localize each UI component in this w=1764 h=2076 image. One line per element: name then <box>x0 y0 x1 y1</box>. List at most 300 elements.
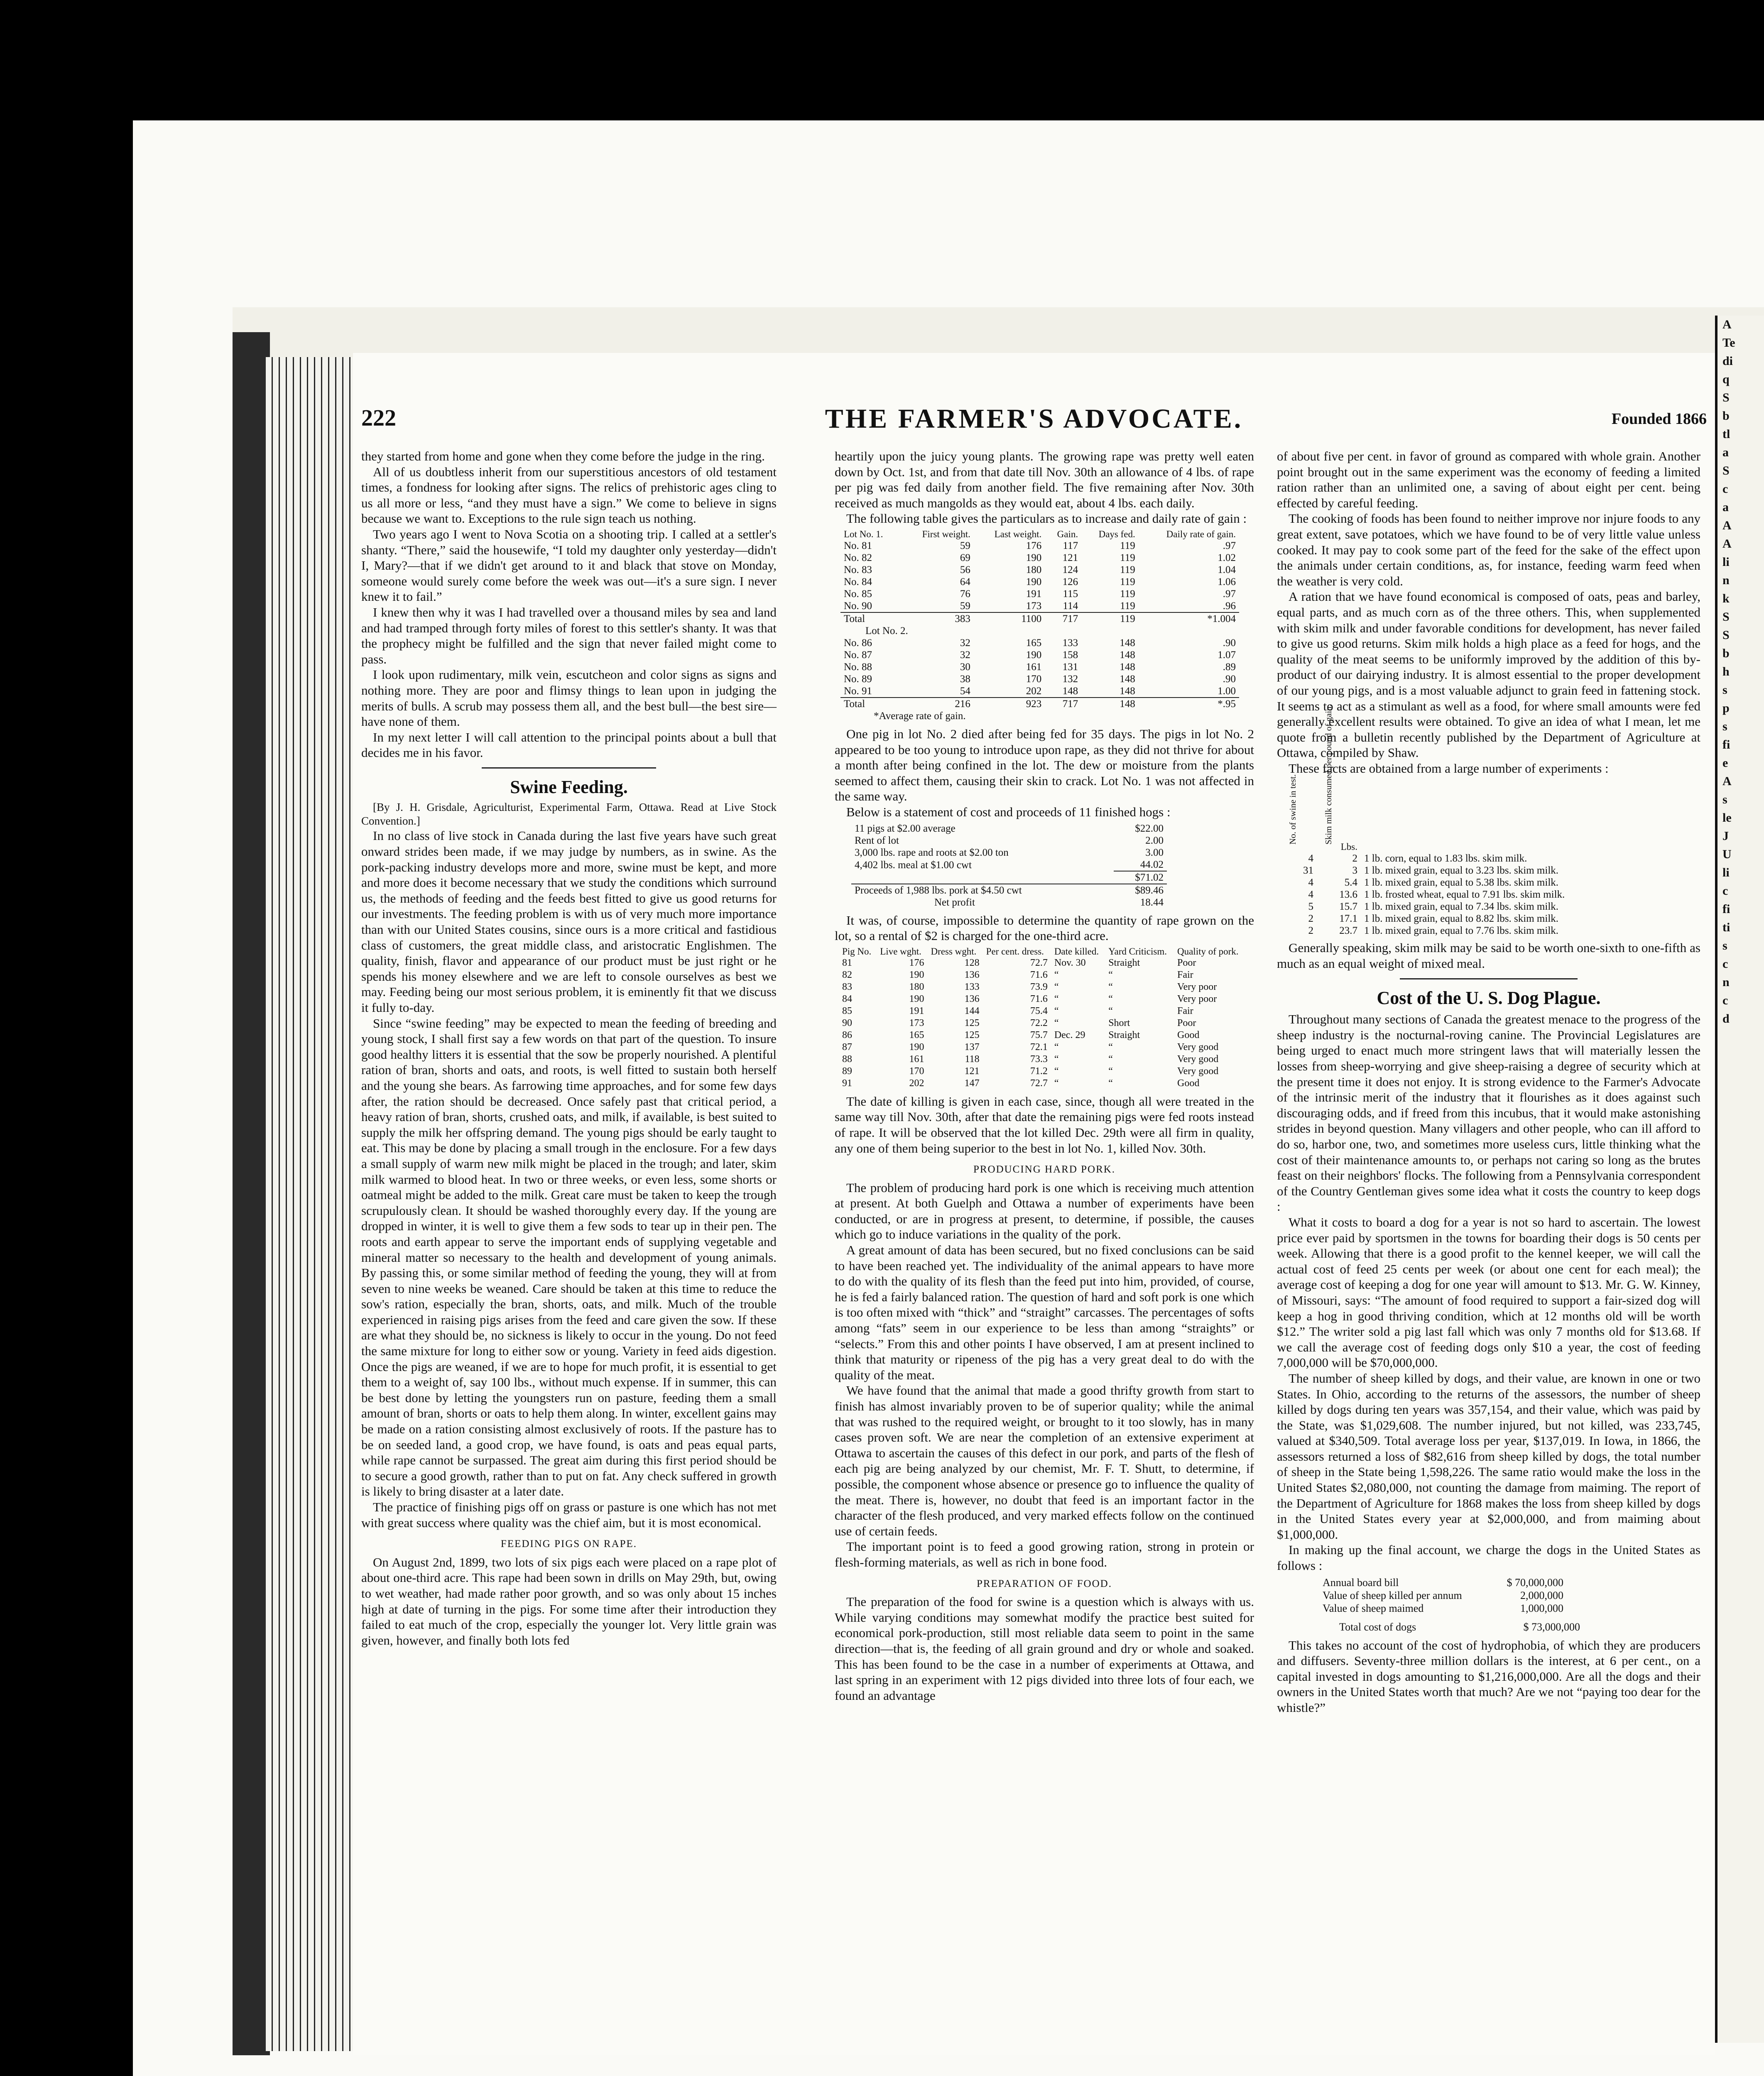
table-cell: 2 <box>1308 913 1313 925</box>
fragment-text: S <box>1722 464 1730 477</box>
table-cell: 71.6 <box>1030 993 1048 1004</box>
fragment-text: S <box>1722 610 1730 624</box>
cost-item <box>1323 1602 1563 1615</box>
table-row <box>840 637 1239 649</box>
table-header: Lbs. <box>1340 842 1357 852</box>
article-title-dog-plague: Cost of the U. S. Dog Plague. <box>1377 987 1601 1008</box>
table-cell: 148 <box>1120 685 1135 697</box>
table-cell: No. 84 <box>844 576 872 588</box>
table-cell: 5 <box>1308 901 1313 913</box>
paragraph: The number of sheep killed by dogs, and their value, are known in one or two States. In Ohio, according to the returns of the assessors, the number of sheep killed by dogs during ten years was 357,154, and their value, which was paid by the State, was $1,029,608. The number injured, but not killed, was 233,745, valued at $340,509. Total average loss per year, $137,019. In Iowa, in 1866, the assessors returned a loss of $82,616 from sheep killed by dogs, the total number of sheep in the State being 1,598,226. The same ratio would make the loss in the United States $2,080,000, not counting the damage from maiming. The report of the Department of Agriculture for 1868 makes the loss from sheep killed by dogs in the United States every year at $2,000,000, and from maiming about $1,000,000. <box>1277 1371 1700 1542</box>
table-row <box>1281 852 1680 864</box>
paragraph: of about five per cent. in favor of ground as compared with whole grain. Another point brought out in the same experiment was the economy of feeding a limited ration rather than an unlimited one, a saving of about eight per cent. being effected by careful feeding. <box>1277 449 1700 510</box>
fragment-text: a <box>1722 500 1729 514</box>
table-cell: 1.04 <box>1218 564 1236 575</box>
table-cell: “ <box>1108 1065 1113 1077</box>
table-cell: 31 <box>1303 865 1313 876</box>
table-cell: 121 <box>964 1065 980 1077</box>
table-cell: Straight <box>1108 957 1140 968</box>
table-cell: “ <box>1054 1041 1059 1053</box>
table-cell: 717 <box>1062 613 1078 624</box>
table-cell: 71.6 <box>1030 969 1048 980</box>
table-cell: 54 <box>960 685 970 697</box>
paragraph: In my next letter I will call attention to the principal points about a bull that decides me in his favor. <box>361 730 777 760</box>
table-header: Daily rate of gain. <box>1166 529 1236 539</box>
table-cell: 3.00 <box>1145 847 1164 858</box>
table-cell: 1 lb. frosted wheat, equal to 7.91 lbs. skim milk. <box>1364 889 1565 901</box>
table-cell: No. 88 <box>844 661 872 673</box>
table-cell: 133 <box>1062 637 1078 649</box>
fragment-text: c <box>1722 884 1728 898</box>
table-cell: Poor <box>1177 957 1196 968</box>
fragment-text: b <box>1722 409 1730 423</box>
table-cell: 88 <box>842 1053 852 1065</box>
table-cell: 132 <box>1062 673 1078 685</box>
table-row <box>840 588 1239 600</box>
slaughter-quality-table <box>839 946 1246 1089</box>
fragment-text: A <box>1722 519 1732 532</box>
table-cell: “ <box>1108 1053 1113 1065</box>
table-cell: 23.7 <box>1339 925 1357 937</box>
table-cell: 15.7 <box>1339 901 1357 913</box>
table-cell: No. 82 <box>844 552 872 563</box>
table-cell: 87 <box>842 1041 852 1053</box>
paragraph: What it costs to board a dog for a year is not so hard to ascertain. The lowest price ever paid by sportsmen in the towns for boarding their dogs is 50 cents per week. Allowing that there is a good profit to the kennel keeper, we will call the actual cost of feed 25 cents per week (or about one cent for each meal); the average cost of keeping a dog for one year will amount to $13. Mr. G. W. Kinney, of Missouri, says: “The amount of food required to support a fair-sized dog will keep a hog in good thriving condition, which at 12 months old will be worth $12.” The writer sold a pig last fall which was only 7 months old for $13.68. If we call the average cost of feeding dogs only $10 a year, the cost of feeding 7,000,000 will be $70,000,000. <box>1277 1214 1700 1370</box>
table-cell: .90 <box>1223 637 1236 649</box>
table-cell: 119 <box>1120 588 1135 600</box>
article-title-swine-feeding: Swine Feeding. <box>510 776 628 797</box>
page-header <box>361 405 1707 438</box>
dog-cost-list <box>1323 1576 1700 1633</box>
table-cell: 59 <box>960 540 970 551</box>
table-cell: 84 <box>842 993 852 1004</box>
table-cell: 3,000 lbs. rape and roots at $2.00 ton <box>855 847 1009 858</box>
table-header: No. of swine in test. <box>1288 774 1298 845</box>
paragraph: I knew then why it was I had travelled over a thousand miles by sea and land and had tramped through forty miles of forest to this settler's shanty. It was that the prophecy might be fulfilled and the sign that never failed might come to pass. <box>361 605 777 666</box>
table-cell: 173 <box>1026 600 1042 612</box>
table-cell: .90 <box>1223 673 1236 685</box>
table-cell: 717 <box>1062 698 1078 710</box>
page-number: 222 <box>361 405 396 431</box>
table-row <box>839 1053 1246 1065</box>
cost-total <box>1323 1621 1580 1633</box>
table-cell: .97 <box>1223 588 1236 600</box>
fragment-text: tl <box>1722 427 1730 441</box>
table-cell: “ <box>1054 1005 1059 1016</box>
section-rule <box>482 767 656 769</box>
table-cell: 119 <box>1120 564 1135 575</box>
table-cell: No. 86 <box>844 637 872 649</box>
table-cell: 1 lb. mixed grain, equal to 8.82 lbs. skim milk. <box>1364 913 1559 925</box>
table-cell: 190 <box>909 993 924 1004</box>
table-cell: 64 <box>960 576 970 588</box>
table-cell: 76 <box>960 588 970 600</box>
table-cell: “ <box>1108 981 1113 992</box>
fragment-text: ti <box>1722 920 1730 934</box>
table-cell: “ <box>1108 993 1113 1004</box>
cost-label: Value of sheep maimed <box>1323 1602 1424 1614</box>
table-header: Pig No. <box>842 946 872 957</box>
table-cell: “ <box>1054 981 1059 992</box>
masthead-title: THE FARMER'S ADVOCATE. <box>825 404 1243 434</box>
paragraph: Throughout many sections of Canada the greatest menace to the progress of the sheep industry is the nocturnal-roving canine. The Provincial Legislatures are being urged to enact much more stringent laws that will materially lessen the losses from sheep-worrying and give sheep-raising a degree of security which at the present time it does not enjoy. It is strong evidence to the Farmer's Advocate of the intrinsic merit of the industry that it flourishes as it does against such discouraging odds, and if freed from this incubus, that it would make astonishing strides in beyond question. Many villagers and other people, who can ill afford to do so, harbor one, two, and sometimes more useless curs, little thinking what the cost of their maintenance amounts to, or perhaps not caring so long as the brutes feast on their neighbors' flocks. The following from a Pennsylvania correspondent of the Country Gentleman gives some idea what it costs the country to keep dogs : <box>1277 1012 1700 1214</box>
table-row <box>840 576 1239 588</box>
table-cell: “ <box>1054 1053 1059 1065</box>
paragraph: The date of killing is given in each case, since, though all were treated in the same way till Nov. 30th, after that date the remaining pigs were fed roots instead of rape. It will be observed that the lot killed Dec. 29th were all firm in quality, any one of them being superior to the best in lot No. 1, killed Nov. 30th. <box>835 1094 1254 1156</box>
table-cell: 4 <box>1308 877 1313 889</box>
table-row <box>1281 913 1680 925</box>
table-cell: $22.00 <box>1135 823 1164 834</box>
table-cell: “ <box>1054 1065 1059 1077</box>
table-cell: 170 <box>909 1065 924 1077</box>
paragraph: A ration that we have found economical is composed of oats, peas and barley, equal parts, and as much corn as of the three others. This, when supplemented with skim milk and under favorable conditions for development, has never failed to give us good returns. Skim milk holds a high place as a feed for hogs, and the quality of the meat seems to be uniformly improved by the addition of this by-product of our dairying industry. It is almost essential to the proper development of our young pigs, and is a most valuable adjunct to grain feed in fattening stock. It seems to act as a stimulant as well as a food, for where small amounts were fed generally excellent results were obtained. To give an idea of what I mean, let me quote from a bulletin recently published by the Department of Agriculture at Ottawa, compiled by Shaw. <box>1277 589 1700 760</box>
newspaper-page <box>353 353 1715 2055</box>
fragment-text: li <box>1722 555 1730 569</box>
cost-item <box>1323 1589 1563 1602</box>
paragraph: A great amount of data has been secured, but no fixed conclusions can be said to have been reached yet. The individuality of the animal appears to have more to do with the quality of its flesh than the feed put into him, provided, of course, he is fed a fairly balanced ration. The question of hard and soft pork is one which is too often mixed with “thick” and “straight” carcasses. The percentages of softs among “fats” seem in our experience to be less than among “straights” or “selects.” From this and other points I have observed, I am at present inclined to think that maturity or ripeness of the pig has a very great deal to do with the quality of the meat. <box>835 1243 1254 1382</box>
table-header: Live wght. <box>880 946 921 957</box>
table-cell: 133 <box>964 981 980 992</box>
fragment-text: p <box>1722 701 1730 715</box>
table-cell: 131 <box>1062 661 1078 673</box>
fragment-text: J <box>1722 829 1729 843</box>
cost-value: 1,000,000 <box>1520 1602 1563 1614</box>
table-cell: 89 <box>842 1065 852 1077</box>
table-cell: .97 <box>1223 540 1236 551</box>
fragment-text: S <box>1722 628 1730 642</box>
table-cell: 72.1 <box>1030 1041 1048 1053</box>
table-row <box>1281 925 1680 937</box>
fragment-text: n <box>1722 975 1730 989</box>
table-cell: 73.3 <box>1030 1053 1048 1065</box>
table-cell: 11 pigs at $2.00 average <box>855 823 956 834</box>
table-cell: 1.06 <box>1218 576 1236 588</box>
table-cell: 176 <box>1026 540 1042 551</box>
table-row <box>840 673 1239 685</box>
book-binding <box>233 332 270 2055</box>
table-cell: 191 <box>1026 588 1042 600</box>
table-cell: 180 <box>1026 564 1042 575</box>
table-row <box>840 685 1239 698</box>
table-row <box>839 993 1246 1005</box>
table-cell: 176 <box>909 957 924 968</box>
table-header: Quality of pork. <box>1177 946 1239 957</box>
table-row <box>839 1005 1246 1017</box>
table-header: First weight. <box>922 529 970 539</box>
table-cell: 82 <box>842 969 852 980</box>
table-cell: 191 <box>909 1005 924 1016</box>
table-header: Dress wght. <box>931 946 977 957</box>
fragment-text: li <box>1722 866 1730 879</box>
fragment-text: s <box>1722 720 1727 733</box>
table-cell: *.95 <box>1218 698 1236 710</box>
table-row-total <box>840 612 1239 625</box>
table-cell: 144 <box>964 1005 980 1016</box>
table-cell: 1 lb. mixed grain, equal to 7.34 lbs. skim milk. <box>1364 901 1559 913</box>
table-row <box>851 859 1167 871</box>
table-cell: Good <box>1177 1077 1200 1089</box>
table-cell: “ <box>1054 969 1059 980</box>
page-leaves <box>266 357 353 2051</box>
table-row <box>840 552 1239 564</box>
table-cell: 202 <box>1026 685 1042 697</box>
cost-label: Annual board bill <box>1323 1576 1399 1589</box>
fragment-text: q <box>1722 372 1730 386</box>
table-row <box>851 847 1167 859</box>
subheading-feeding-pigs-on-rape: FEEDING PIGS ON RAPE. <box>500 1538 637 1550</box>
table-cell: 115 <box>1063 588 1078 600</box>
table-cell: 136 <box>964 969 980 980</box>
table-cell: 137 <box>964 1041 980 1053</box>
table-cell: 119 <box>1120 552 1135 563</box>
cost-proceeds-table <box>851 823 1167 908</box>
table-cell: 173 <box>909 1017 924 1028</box>
table-cell: No. 90 <box>844 600 872 612</box>
subheading-producing-hard-pork: PRODUCING HARD PORK. <box>973 1164 1116 1175</box>
table-cell: 147 <box>964 1077 980 1089</box>
table-cell: 148 <box>1120 698 1135 710</box>
table-cell: Straight <box>1108 1029 1140 1040</box>
paragraph: The important point is to feed a good growing ration, strong in protein or flesh-forming materials, as well as rich in bone food. <box>835 1539 1254 1569</box>
table-cell: 148 <box>1120 673 1135 685</box>
fragment-text: e <box>1722 756 1728 770</box>
table-header: Date killed. <box>1054 946 1099 957</box>
table-cell: 1.07 <box>1218 649 1236 661</box>
table-cell: 136 <box>964 993 980 1004</box>
table-cell: 75.7 <box>1030 1029 1048 1040</box>
table-cell: 32 <box>960 649 970 661</box>
table-cell: 69 <box>960 552 970 563</box>
fragment-text: k <box>1722 592 1730 605</box>
column-2 <box>835 448 1254 1703</box>
table-cell: No. 89 <box>844 673 872 685</box>
table-cell: 190 <box>1026 649 1042 661</box>
table-cell: 1 lb. mixed grain, equal to 5.38 lbs. skim milk. <box>1364 877 1559 889</box>
table-cell: .96 <box>1223 600 1236 612</box>
table-cell: Very good <box>1177 1041 1219 1053</box>
table-cell <box>851 871 1114 884</box>
table-cell: *Average rate of gain. <box>874 710 966 722</box>
cost-label: Total cost of dogs <box>1339 1621 1416 1633</box>
paragraph: It was, of course, impossible to determine the quantity of rape grown on the lot, so a rental of $2 is charged for the one-third acre. <box>835 913 1254 943</box>
fragment-text: Te <box>1722 336 1735 350</box>
table-row <box>839 981 1246 993</box>
cost-value: $ 70,000,000 <box>1507 1576 1563 1589</box>
table-cell: 148 <box>1062 685 1078 697</box>
table-header: Yard Criticism. <box>1108 946 1167 957</box>
fragment-text: c <box>1722 994 1728 1007</box>
paragraph: The preparation of the food for swine is a question which is always with us. While varying conditions may somewhat modify the practice best suited for economical pork-production, still most reliable data seem to point in the same direction—that is, the feeding of all grain ground and dry or whole and soaked. This has been found to be the case in a number of experiments at Ottawa, and last spring in an experiment with 12 pigs divided into three lots of four each, we found an advantage <box>835 1594 1254 1703</box>
paragraph: On August 2nd, 1899, two lots of six pigs each were placed on a rape plot of about one-third acre. This rape had been sown in drills on May 29th, but, owing to wet weather, had made rather poor growth, and so was only about 15 inches high at date of turning in the pigs. For some time after their introduction they failed to eat much of the crop, especially the younger lot. Very little grain was given, however, and finally both lots fed <box>361 1555 777 1648</box>
table-cell: 161 <box>1026 661 1042 673</box>
table-cell: .89 <box>1223 661 1236 673</box>
table-cell: 4,402 lbs. meal at $1.00 cwt <box>855 859 972 871</box>
table-note <box>840 710 1239 722</box>
table-row <box>1281 864 1680 876</box>
table-cell: 1.00 <box>1218 685 1236 697</box>
paragraph: Since “swine feeding” may be expected to mean the feeding of breeding and young stock, I shall first say a few words on that part of the question. To insure good healthy litters it is essential that the sow be properly nourished. A plentiful ration of bran, shorts and oats, and roots, is well fitted to sustain both herself and the young she bears. As farrowing time approaches, and for some few days after, the ration should be decreased. Once safely past that critical period, a heavy ration of bran, shorts, crushed oats, and milk, if available, is best suited to supply the milk her offspring demand. The young pigs should be early taught to eat. This may be done by placing a small trough in the enclosure. For a few days a small supply of warm new milk might be placed in the trough; and later, skim milk warmed to blood heat. In two or three weeks, or even less, some shorts or oatmeal might be added to the milk. Great care must be taken to keep the trough scrupulously clean. It should be washed thoroughly every day. If the young are dropped in winter, it is well to give them a few sods to tear up in their pen. The roots and earth appear to serve the important ends of supplying vegetable and mineral matter so necessary to the health and development of young animals. By passing this, or some similar method of feeding the young, they will at from seven to nine weeks be weaned. Care should be taken at this time to reduce the sow's ration, especially the bran, shorts, oats, and milk. Much of the trouble experienced in raising pigs arises from the feed and care given the sow. If these are what they should be, no sickness is likely to occur in the young. Do not feed the same mixture for long to either sow or young. Variety in feed aids digestion. Once the pigs are weaned, if we are to hope for much profit, it is essential to get them to a weight of, say 100 lbs., without much expense. If in summer, this can be best done by letting the youngsters run on pasture, feeding them a small amount of bran, shorts or oats to help them along. In winter, excellent gains may be made on a ration consisting almost exclusively of roots. If the pasture has to be on seeded land, a good crop, we have found, is oats and peas equal parts, while rape cannot be surpassed. The great aim during this first period should be to secure a good growth, rather than to put on fat. Any check suffered in growth is likely to bring disaster at a later date. <box>361 1016 777 1499</box>
paragraph: The problem of producing hard pork is one which is receiving much attention at present. At both Guelph and Ottawa a number of experiments have been conducted, or are in progress at present, to determine, if possible, the causes which go to induce variations in the quality of the pork. <box>835 1180 1254 1242</box>
table-header: Days fed. <box>1098 529 1135 539</box>
paragraph: These facts are obtained from a large number of experiments : <box>1289 761 1609 776</box>
fragment-text: A <box>1722 774 1732 788</box>
table-row-total <box>840 698 1239 710</box>
paragraph: We have found that the animal that made a good thrifty growth from start to finish has almost invariably proven to be of superior quality; while the animal that was rushed to the required weight, or brought to it too slowly, has in many cases proven soft. We are near the completion of an extensive experiment at Ottawa to ascertain the causes of this defect in our pork, and parts of the flesh of each pig are being analyzed by our chemist, Mr. F. T. Shutt, to determine, if possible, the component whose absence or presence go to influence the quality of the meat. There is, however, no doubt that feed is an important factor in the character of the flesh produced, and very marked effects follow on the continued use of certain feeds. <box>835 1383 1254 1538</box>
table-cell: 5.4 <box>1344 877 1357 889</box>
fragment-text: s <box>1722 793 1727 806</box>
table-cell: Rent of lot <box>855 835 899 846</box>
paragraph: I look upon rudimentary, milk vein, escutcheon and color signs as signs and nothing more. They are poor and flimsy things to lean upon in judging the merits of bulls. A scrub may possess them all, and the best bull—the best sire—have none of them. <box>361 667 777 729</box>
table-cell: 119 <box>1120 600 1135 612</box>
table-row-proceeds <box>851 884 1167 896</box>
table-cell: 180 <box>909 981 924 992</box>
table-cell: 126 <box>1062 576 1078 588</box>
table-row <box>1281 889 1680 901</box>
table-cell: 30 <box>960 661 970 673</box>
table-cell: 383 <box>955 613 970 624</box>
table-cell: Very poor <box>1177 993 1217 1004</box>
fragment-text: s <box>1722 683 1727 697</box>
table-cell: 202 <box>909 1077 924 1089</box>
table-cell: 165 <box>1026 637 1042 649</box>
table-cell: 59 <box>960 600 970 612</box>
fragment-text: s <box>1722 939 1727 952</box>
fragment-text: A <box>1722 318 1732 331</box>
table-cell: Dec. 29 <box>1054 1029 1085 1040</box>
table-row <box>840 661 1239 673</box>
table-cell: 73.9 <box>1030 981 1048 992</box>
table-cell: 114 <box>1063 600 1078 612</box>
table-header: Skim milk consumed per pound of gain. <box>1323 704 1333 845</box>
table-cell: 75.4 <box>1030 1005 1048 1016</box>
paragraph: One pig in lot No. 2 died after being fed for 35 days. The pigs in lot No. 2 appeared to be too young to introduce upon rape, as they did not thrive for about a month after being confined in the lot. The dew or moisture from the plants seemed to affect them, causing their skin to crack. Lot No. 1 was not affected in the same way. <box>835 726 1254 804</box>
fragment-text: c <box>1722 482 1728 496</box>
table-header: Per cent. dress. <box>986 946 1044 957</box>
table-cell: 117 <box>1063 540 1078 551</box>
fragment-text: S <box>1722 391 1730 404</box>
table-cell: Total <box>844 698 865 710</box>
table-cell: 13.6 <box>1339 889 1357 901</box>
table-row <box>839 1065 1246 1077</box>
table-cell: 91 <box>842 1077 852 1089</box>
table-cell: 119 <box>1120 576 1135 588</box>
table-cell: “ <box>1054 1017 1059 1028</box>
table-cell: 165 <box>909 1029 924 1040</box>
table-cell: Very good <box>1177 1065 1219 1077</box>
table-row <box>1281 901 1680 913</box>
table-row <box>851 835 1167 847</box>
table-cell: Good <box>1177 1029 1200 1040</box>
table-cell: 2 <box>1308 925 1313 937</box>
table-cell: 125 <box>964 1017 980 1028</box>
table-cell: 71.2 <box>1030 1065 1048 1077</box>
table-row-sum <box>851 871 1167 884</box>
table-cell: 161 <box>909 1053 924 1065</box>
table-cell: Poor <box>1177 1017 1196 1028</box>
table-cell: 148 <box>1120 661 1135 673</box>
table-cell: No. 85 <box>844 588 872 600</box>
table-cell: No. 87 <box>844 649 872 661</box>
table-cell: “ <box>1108 969 1113 980</box>
table-row <box>840 540 1239 552</box>
table-cell: 83 <box>842 981 852 992</box>
table-cell: Very good <box>1177 1053 1219 1065</box>
table-cell: $71.02 <box>1114 871 1167 884</box>
table-cell: “ <box>1054 993 1059 1004</box>
paragraph: Generally speaking, skim milk may be said to be worth one-sixth to one-fifth as much as an equal weight of mixed meal. <box>1277 940 1700 971</box>
gain-table <box>840 529 1239 722</box>
cost-value: $ 73,000,000 <box>1523 1621 1580 1633</box>
table-row <box>839 1077 1246 1089</box>
table-cell: 2.00 <box>1145 835 1164 846</box>
table-cell: Net profit <box>934 896 975 908</box>
table-cell: 158 <box>1062 649 1078 661</box>
table-cell: Nov. 30 <box>1054 957 1086 968</box>
table-row <box>840 600 1239 612</box>
cost-item <box>1323 1576 1563 1589</box>
paragraph: The practice of finishing pigs off on grass or pasture is one which has not met with great success where quality was the chief aim, but it is most economical. <box>361 1500 777 1530</box>
paragraph: The cooking of foods has been found to neither improve nor injure foods to any great extent, save potatoes, which we have found to be of very little value unless cooked. It may pay to cook some part of the feed for the sake of the effect upon the animals under certain conditions, as, for instance, feeding warm feed when the weather is very cold. <box>1277 511 1700 588</box>
table-row <box>1281 876 1680 889</box>
table-row <box>851 823 1167 835</box>
table-cell: 44.02 <box>1140 859 1164 870</box>
fragment-text: le <box>1722 811 1732 825</box>
table-cell: “ <box>1108 1005 1113 1016</box>
table-cell: “ <box>1108 1041 1113 1053</box>
table-cell: 119 <box>1120 540 1135 551</box>
table-row <box>839 969 1246 981</box>
cost-value: 2,000,000 <box>1520 1589 1563 1601</box>
table-cell: 923 <box>1026 698 1042 710</box>
table-cell: *1.004 <box>1207 613 1236 624</box>
column-1 <box>361 448 777 1648</box>
table-row-label <box>840 625 1239 637</box>
table-cell: Total <box>844 613 865 624</box>
table-cell: Fair <box>1177 969 1193 980</box>
table-row <box>839 1041 1246 1053</box>
fragment-text: d <box>1722 1012 1730 1026</box>
table-cell: 1 lb. corn, equal to 1.83 lbs. skim milk. <box>1364 853 1527 864</box>
table-cell: 1100 <box>1021 613 1042 624</box>
table-cell: 190 <box>1026 552 1042 563</box>
table-cell: 86 <box>842 1029 852 1040</box>
table-cell: 125 <box>964 1029 980 1040</box>
fragment-text: U <box>1722 847 1732 861</box>
subheading-preparation-of-food: PREPARATION OF FOOD. <box>977 1578 1112 1589</box>
cost-label: Value of sheep killed per annum <box>1323 1589 1462 1601</box>
table-cell: 81 <box>842 957 852 968</box>
table-cell: 216 <box>955 698 970 710</box>
table-cell: No. 91 <box>844 685 872 697</box>
table-cell: 1 lb. mixed grain, equal to 3.23 lbs. skim milk. <box>1364 865 1559 876</box>
table-cell: 1.02 <box>1218 552 1236 563</box>
table-cell: 2 <box>1352 853 1357 864</box>
table-cell: 148 <box>1120 649 1135 661</box>
table-row <box>840 564 1239 576</box>
fragment-text: a <box>1722 446 1729 459</box>
table-cell: 38 <box>960 673 970 685</box>
paragraph: Two years ago I went to Nova Scotia on a shooting trip. I called at a settler's shanty. “There,” said the housewife, “I told my daughter only yesterday—didn't I, Mary?—that if we didn't get around to it and black that stove on Monday, someone would surely come before the week was out—it's a sure sign. I never knew it to fail.” <box>361 526 777 604</box>
table-cell: 72.2 <box>1030 1017 1048 1028</box>
paragraph: In making up the final account, we charge the dogs in the United States as follows : <box>1277 1542 1700 1573</box>
table-header: Gain. <box>1057 529 1078 539</box>
table-cell: 3 <box>1352 865 1357 876</box>
fragment-text: h <box>1722 665 1730 678</box>
table-header: Last weight. <box>994 529 1042 539</box>
fragment-text: fi <box>1722 902 1730 916</box>
table-cell: 17.1 <box>1339 913 1357 925</box>
paragraph: The following table gives the particulars as to increase and daily rate of gain : <box>846 511 1247 526</box>
